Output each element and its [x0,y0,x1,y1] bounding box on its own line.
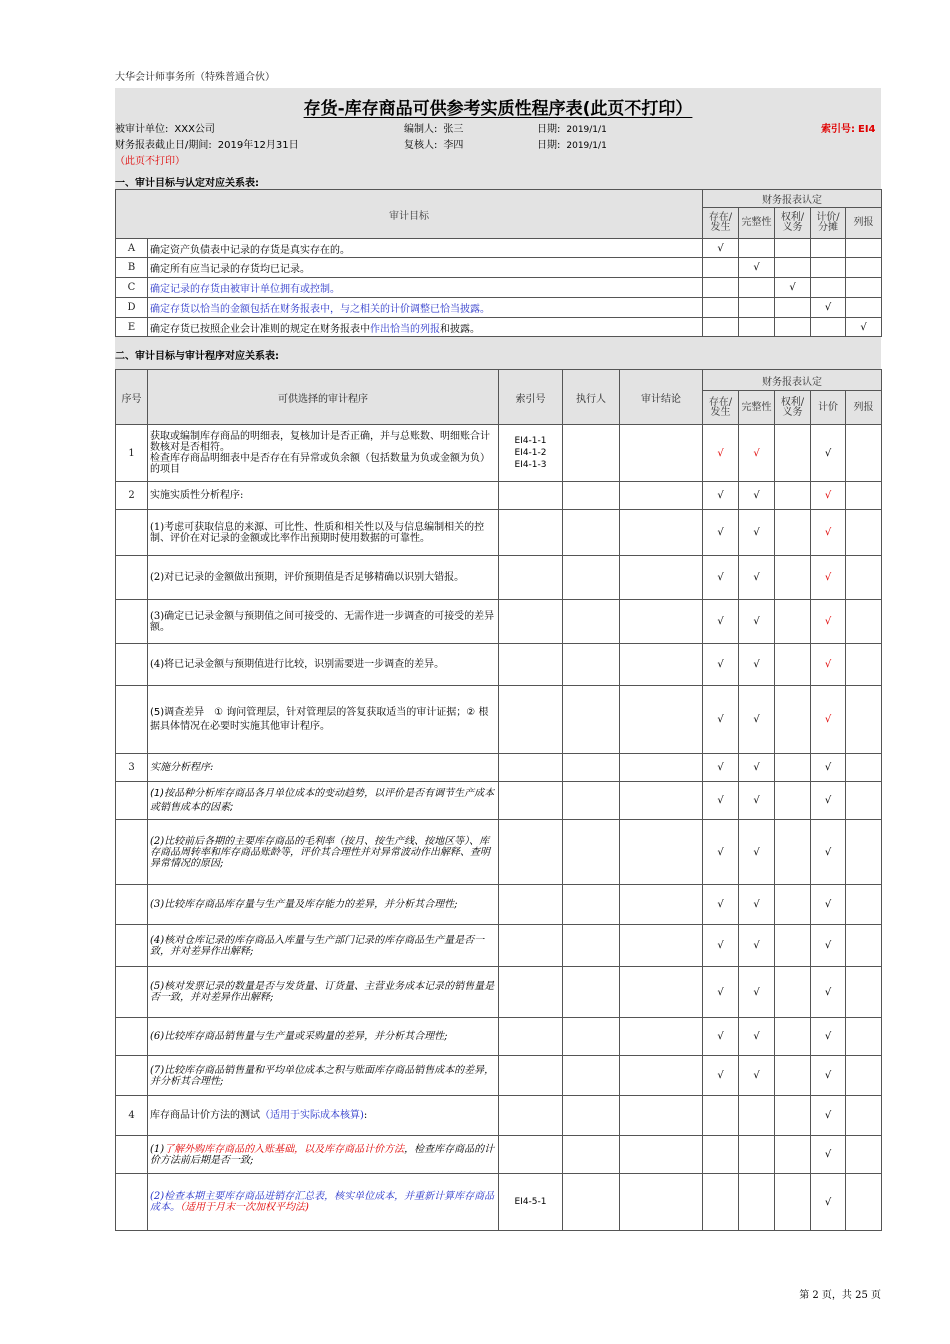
seq-cell [116,820,148,885]
date1-row [537,120,607,135]
index-cell [499,925,563,967]
check-cell: √ [811,556,846,600]
check-cell [703,258,739,278]
conclusion-cell [620,1096,703,1136]
table-row [116,1018,882,1056]
assertion-header: 权利/义务 [775,391,811,425]
conclusion-cell [620,1136,703,1174]
seq-cell: 1 [116,425,148,482]
check-cell [846,1136,882,1174]
row-code: E [116,318,148,337]
seq-cell: 3 [116,754,148,782]
check-cell: √ [739,686,775,754]
index-cell [499,754,563,782]
date2-value: 2019/1/1 [566,141,607,151]
check-cell: √ [703,820,739,885]
check-cell [703,298,739,318]
check-cell: √ [846,318,882,337]
check-cell [811,239,846,258]
client-value: XXX公司 [174,124,215,135]
check-cell [846,510,882,556]
table-row [116,318,882,337]
check-cell [775,1174,811,1231]
check-cell [846,782,882,820]
period-row [115,136,299,151]
index-cell [499,885,563,925]
procedure-text: (2)对已记录的金额做出预期，评价预期值是否足够精确以识别大错报。 [148,556,499,600]
executor-cell [563,510,620,556]
procedure-text: 实施实质性分析程序: [148,482,499,510]
check-cell: √ [811,782,846,820]
table-row [116,686,882,754]
check-cell: √ [811,925,846,967]
check-cell: √ [739,782,775,820]
index-cell [499,1096,563,1136]
assertion-group-header: 财务报表认定 [703,370,882,391]
table-row [116,1056,882,1096]
executor-cell [563,425,620,482]
date1-label: 日期: [537,124,561,135]
check-cell: √ [811,754,846,782]
check-cell: √ [703,925,739,967]
procedure-text: 实施分析程序: [148,754,499,782]
check-cell: √ [703,556,739,600]
seq-cell [116,600,148,644]
assertion-header: 完整性 [739,208,775,239]
procedure-text: (2)检查本期主要库存商品进销存汇总表，核实单位成本，并重新计算库存商品成本。（适用于月末一次加权平均法) [148,1174,499,1231]
check-cell: √ [739,1056,775,1096]
seq-cell [116,1174,148,1231]
check-cell: √ [739,754,775,782]
check-cell [846,482,882,510]
objective-text: 确定资产负债表中记录的存货是真实存在的。 [148,239,703,258]
procedure-text: (2)比较前后各期的主要库存商品的毛利率（按月、按生产线、按地区等）、库存商品周转率和库存商品账龄等，评价其合理性并对异常波动作出解释、查明异常情况的原因; [148,820,499,885]
row-code: D [116,298,148,318]
check-cell [703,318,739,337]
table-row [116,885,882,925]
assertion-group-header: 财务报表认定 [703,190,882,208]
conclusion-cell [620,820,703,885]
conclusion-cell [620,425,703,482]
check-cell [846,258,882,278]
procedure-text: (1)了解外购库存商品的入账基础，以及库存商品计价方法，检查库存商品的计价方法前后期是否一致; [148,1136,499,1174]
conclusion-cell [620,782,703,820]
seq-cell [116,644,148,686]
check-cell: √ [811,686,846,754]
procedure-text: (3)比较库存商品库存量与生产量及库存能力的差异，并分析其合理性; [148,885,499,925]
check-cell [811,258,846,278]
row-code: A [116,239,148,258]
executor-cell [563,820,620,885]
conclusion-cell [620,967,703,1018]
check-cell: √ [703,967,739,1018]
conclusion-cell [620,600,703,644]
check-cell [739,1174,775,1231]
check-cell [846,1018,882,1056]
row-code: C [116,278,148,298]
page-footer: 第 2 页，共 25 页 [799,1290,881,1301]
conclusion-cell [620,686,703,754]
executor-col-header: 执行人 [563,370,620,425]
table-row [116,600,882,644]
period-label: 财务报表截止日/期间: [115,140,212,151]
index-cell [499,644,563,686]
check-cell: √ [739,600,775,644]
assertion-header: 计价/分摊 [811,208,846,239]
objective-text: 确定存货以恰当的金额包括在财务报表中，与之相关的计价调整已恰当披露。 [148,298,703,318]
objective-text: 确定所有应当记录的存货均已记录。 [148,258,703,278]
seq-cell: 2 [116,482,148,510]
index-cell [499,556,563,600]
row-code: B [116,258,148,278]
index-cell [499,600,563,644]
check-cell: √ [703,686,739,754]
check-cell: √ [703,1018,739,1056]
seq-cell [116,686,148,754]
procedure-text: (7)比较库存商品销售量和平均单位成本之积与账面库存商品销售成本的差异，并分析其合理性; [148,1056,499,1096]
check-cell [775,754,811,782]
check-cell [739,298,775,318]
check-cell [846,686,882,754]
check-cell [846,644,882,686]
check-cell: √ [703,754,739,782]
conclusion-cell [620,1056,703,1096]
conclusion-cell [620,1174,703,1231]
executor-cell [563,1136,620,1174]
executor-cell [563,754,620,782]
check-cell: √ [739,820,775,885]
executor-cell [563,1018,620,1056]
index-cell [499,510,563,556]
check-cell [775,318,811,337]
conclusion-cell [620,482,703,510]
preparer-row [404,120,463,135]
assertion-header: 列报 [846,391,882,425]
executor-cell [563,1096,620,1136]
check-cell [775,925,811,967]
assertion-header: 列报 [846,208,882,239]
preparer-value: 张三 [443,124,464,135]
procedure-text: 获取或编制库存商品的明细表，复核加计是否正确，并与总账数、明细账合计数核对是否相符。 检查库存商品明细表中是否存在有异常或负余额（包括数量为负或金额为负）的项目 [148,425,499,482]
check-cell: √ [775,278,811,298]
executor-cell [563,1174,620,1231]
table-row [116,556,882,600]
index-col-header: 索引号 [499,370,563,425]
procedure-text: (1)考虑可获取信息的来源、可比性、性质和相关性以及与信息编制相关的控制、评价在对记录的金额或比率作出预期时使用数据的可靠性。 [148,510,499,556]
objective-col-header: 审计目标 [116,190,703,239]
check-cell: √ [739,885,775,925]
executor-cell [563,925,620,967]
index-cell: EI4-1-1 EI4-1-2 EI4-1-3 [499,425,563,482]
executor-cell [563,686,620,754]
check-cell: √ [739,644,775,686]
client-row [115,120,215,135]
executor-cell [563,600,620,644]
check-cell [775,1096,811,1136]
check-cell: √ [739,967,775,1018]
procedure-text: (4)将已记录金额与预期值进行比较，识别需要进一步调查的差异。 [148,644,499,686]
table-row [116,925,882,967]
objective-text: 确定记录的存货由被审计单位拥有或控制。 [148,278,703,298]
client-label: 被审计单位: [115,124,169,135]
check-cell: √ [703,510,739,556]
seq-cell [116,1018,148,1056]
executor-cell [563,967,620,1018]
check-cell [775,298,811,318]
check-cell [846,754,882,782]
firm-name: 大华会计师事务所（特殊普通合伙） [115,72,275,83]
section2-heading: 二、审计目标与审计程序对应关系表: [115,351,279,362]
check-cell: √ [739,1018,775,1056]
check-cell: √ [811,1018,846,1056]
check-cell [775,820,811,885]
check-cell [739,239,775,258]
index-cell [499,1136,563,1174]
table-row [116,239,882,258]
check-cell [846,278,882,298]
check-cell [703,1174,739,1231]
executor-cell [563,782,620,820]
section1-heading: 一、审计目标与认定对应关系表: [115,178,259,189]
check-cell [775,1136,811,1174]
conclusion-cell [620,925,703,967]
check-cell [811,318,846,337]
check-cell: √ [739,425,775,482]
procedure-text: (4)核对仓库记录的库存商品入库量与生产部门记录的库存商品生产量是否一致，并对差异作出解释; [148,925,499,967]
seq-col-header: 序号 [116,370,148,425]
check-cell [775,239,811,258]
seq-cell [116,925,148,967]
assertion-header: 完整性 [739,391,775,425]
index-value: EI4 [858,124,876,135]
check-cell [775,644,811,686]
procedure-text: (5)调查差异 ① 询问管理层，针对管理层的答复获取适当的审计证据；② 根据具体情况在必要时实施其他审计程序。 [148,686,499,754]
check-cell: √ [703,782,739,820]
check-cell [846,1096,882,1136]
check-cell: √ [811,425,846,482]
procedure-text: (1)按品种分析库存商品各月单位成本的变动趋势，以评价是否有调节生产成本或销售成本的因素; [148,782,499,820]
check-cell [703,1096,739,1136]
check-cell [846,967,882,1018]
index-cell [499,686,563,754]
procedure-text: 库存商品计价方法的测试（适用于实际成本核算): [148,1096,499,1136]
conclusion-cell [620,754,703,782]
assertion-header: 计价 [811,391,846,425]
table-row [116,425,882,482]
conclusion-col-header: 审计结论 [620,370,703,425]
check-cell: √ [811,298,846,318]
check-cell [775,482,811,510]
check-cell [739,318,775,337]
seq-cell: 4 [116,1096,148,1136]
reviewer-row [404,136,463,151]
index-cell: EI4-5-1 [499,1174,563,1231]
seq-cell [116,1056,148,1096]
check-cell: √ [811,644,846,686]
index-row [821,120,876,135]
table-row [116,820,882,885]
check-cell: √ [739,482,775,510]
seq-cell [116,885,148,925]
check-cell [846,425,882,482]
check-cell: √ [703,482,739,510]
check-cell [739,278,775,298]
check-cell [846,925,882,967]
table-row [116,644,882,686]
check-cell [775,967,811,1018]
check-cell [846,1174,882,1231]
check-cell [775,885,811,925]
page-title: 存货-库存商品可供参考实质性程序表(此页不打印） [303,99,693,119]
check-cell: √ [811,510,846,556]
index-cell [499,482,563,510]
check-cell: √ [811,820,846,885]
check-cell: √ [703,600,739,644]
executor-cell [563,885,620,925]
check-cell [775,686,811,754]
objective-table [115,189,882,337]
seq-cell [116,782,148,820]
executor-cell [563,556,620,600]
date1-value: 2019/1/1 [566,125,607,135]
check-cell: √ [739,510,775,556]
date2-row [537,136,607,151]
conclusion-cell [620,556,703,600]
check-cell [739,1096,775,1136]
table-row [116,510,882,556]
executor-cell [563,1056,620,1096]
check-cell: √ [703,885,739,925]
table-row [116,1174,882,1231]
check-cell: √ [811,600,846,644]
check-cell: √ [703,239,739,258]
no-print-note: （此页不打印） [115,156,185,167]
table-row [116,782,882,820]
check-cell: √ [811,482,846,510]
check-cell [846,239,882,258]
reviewer-value: 李四 [443,140,464,151]
objective-text: 确定存货已按照企业会计准则的规定在财务报表中作出恰当的列报和披露。 [148,318,703,337]
procedure-text: (5)核对发票记录的数量是否与发货量、订货量、主营业务成本记录的销售量是否一致，并对差异作出解释; [148,967,499,1018]
index-cell [499,967,563,1018]
procedure-text: (3)确定已记录金额与预期值之间可接受的、无需作进一步调查的可接受的差异额。 [148,600,499,644]
conclusion-cell [620,1018,703,1056]
seq-cell [116,510,148,556]
table-row [116,1136,882,1174]
check-cell [739,1136,775,1174]
check-cell [846,820,882,885]
conclusion-cell [620,644,703,686]
seq-cell [116,967,148,1018]
index-cell [499,820,563,885]
index-cell [499,782,563,820]
conclusion-cell [620,885,703,925]
date2-label: 日期: [537,140,561,151]
assertion-header: 存在/发生 [703,391,739,425]
check-cell [775,600,811,644]
check-cell [846,298,882,318]
check-cell: √ [739,556,775,600]
procedure-col-header: 可供选择的审计程序 [148,370,499,425]
index-label: 索引号: [821,124,855,135]
table-row [116,298,882,318]
check-cell [846,1056,882,1096]
table-row [116,258,882,278]
table-row [116,482,882,510]
procedure-text: (6)比较库存商品销售量与生产量或采购量的差异，并分析其合理性; [148,1018,499,1056]
table-row [116,1096,882,1136]
check-cell: √ [811,1174,846,1231]
assertion-header: 权利/义务 [775,208,811,239]
check-cell: √ [811,967,846,1018]
table-row [116,278,882,298]
check-cell: √ [703,425,739,482]
check-cell: √ [739,258,775,278]
seq-cell [116,1136,148,1174]
conclusion-cell [620,510,703,556]
seq-cell [116,556,148,600]
check-cell [775,510,811,556]
procedure-table [115,369,882,1231]
check-cell [775,1056,811,1096]
table-row [116,754,882,782]
check-cell [775,556,811,600]
reviewer-label: 复核人: [404,140,438,151]
preparer-label: 编制人: [404,124,438,135]
period-value: 2019年12月31日 [217,140,299,151]
index-cell [499,1056,563,1096]
executor-cell [563,644,620,686]
assertion-header: 存在/发生 [703,208,739,239]
check-cell: √ [811,1096,846,1136]
index-cell [499,1018,563,1056]
check-cell: √ [811,885,846,925]
check-cell: √ [703,644,739,686]
check-cell [703,1136,739,1174]
check-cell [775,258,811,278]
check-cell [703,278,739,298]
worksheet [115,88,881,1226]
check-cell: √ [811,1056,846,1096]
check-cell [775,1018,811,1056]
executor-cell [563,482,620,510]
check-cell [846,556,882,600]
check-cell: √ [703,1056,739,1096]
check-cell: √ [739,925,775,967]
check-cell: √ [811,1136,846,1174]
table-row [116,967,882,1018]
check-cell [846,600,882,644]
check-cell [775,425,811,482]
check-cell [811,278,846,298]
check-cell [775,782,811,820]
check-cell [846,885,882,925]
